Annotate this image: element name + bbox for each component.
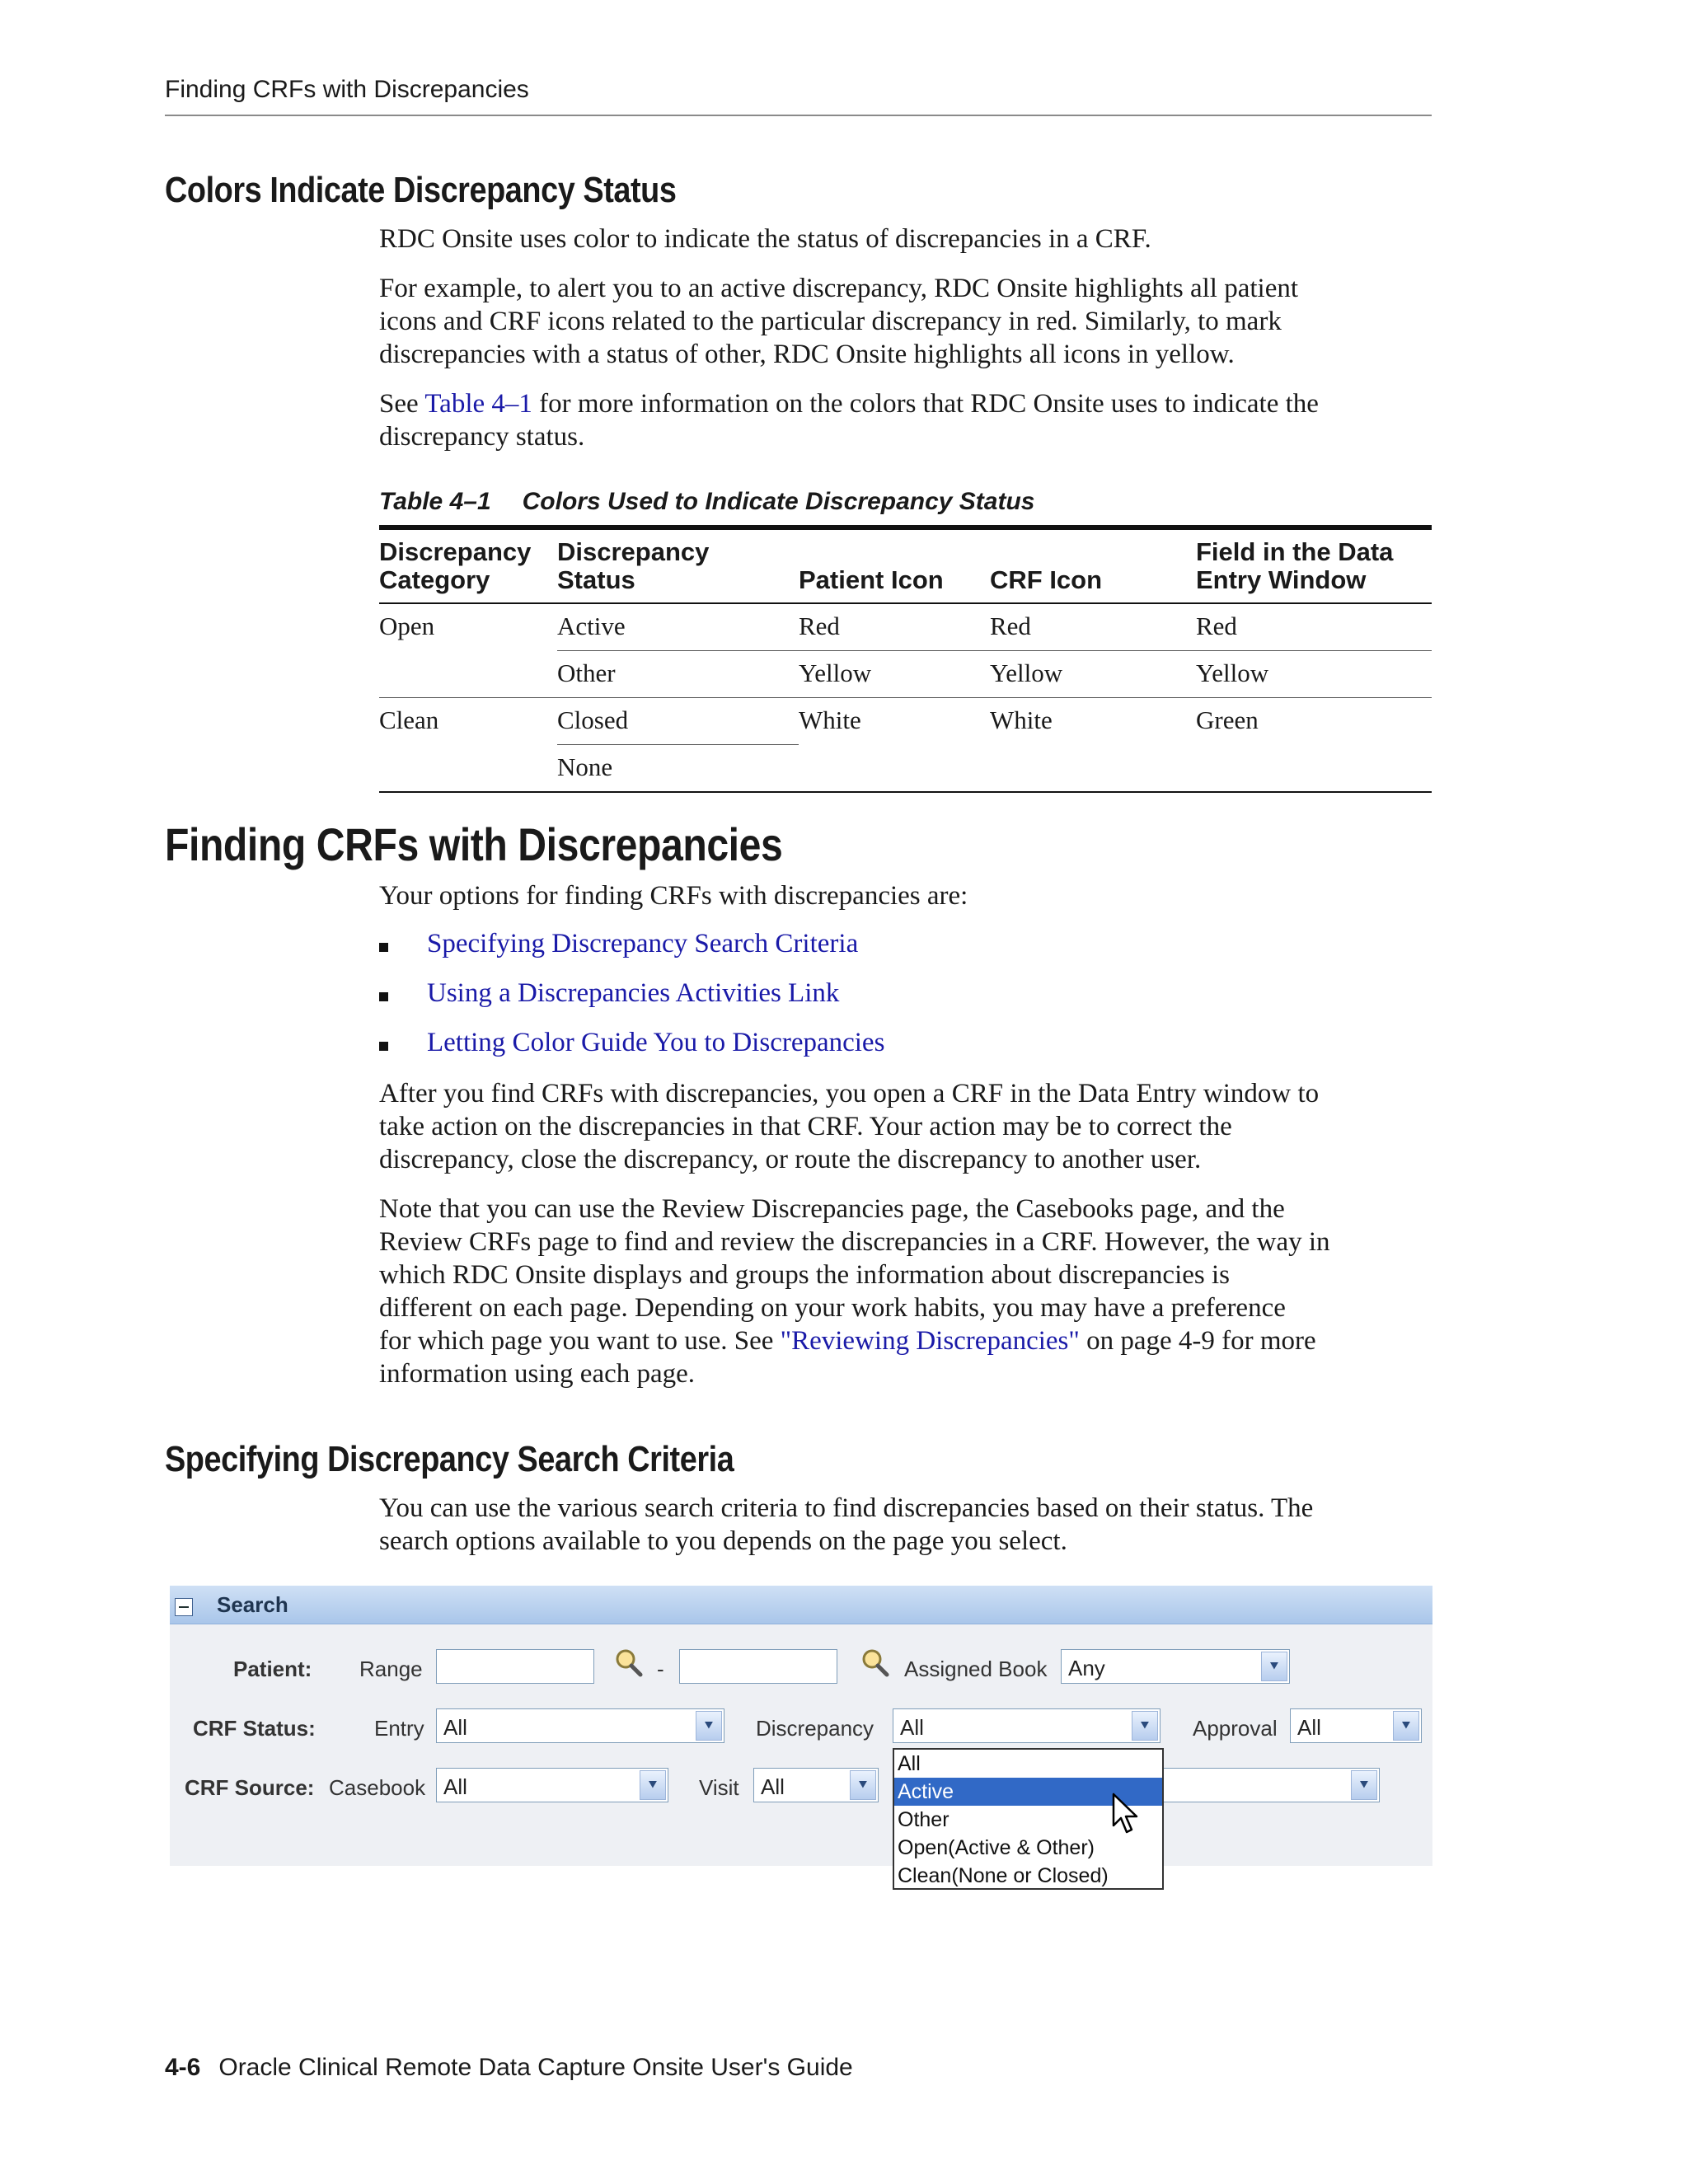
bullet-icon [379, 992, 388, 1001]
paragraph-options [379, 879, 1434, 912]
dropdown-option[interactable]: All [898, 1752, 921, 1775]
paragraph-line: For example, to alert you to an active discrepancy, RDC Onsite highlights all patient [379, 274, 1299, 303]
search-panel-header [170, 1586, 1432, 1624]
paragraph-see-table [379, 387, 1434, 453]
table-row [379, 603, 1432, 651]
section-heading-colors: Colors Indicate Discrepancy Status [165, 170, 677, 210]
paragraph-intro [379, 223, 1434, 255]
table-cell: Active [557, 603, 799, 651]
table-cell: White [799, 705, 861, 734]
page-footer [165, 2054, 853, 2082]
options-list [379, 929, 884, 1077]
range-dash: - [657, 1657, 664, 1681]
header-rule [165, 115, 1432, 116]
table-caption-title: Colors Used to Indicate Discrepancy Status [522, 488, 1035, 515]
mouse-cursor-icon [1112, 1793, 1140, 1835]
book-title: Oracle Clinical Remote Data Capture Onsite User's Guide [218, 2054, 853, 2081]
header-patient-icon: Patient Icon [799, 527, 990, 603]
collapse-icon[interactable] [175, 1598, 193, 1616]
search-panel-title: Search [217, 1592, 288, 1617]
crf-source-label: CRF Source: [185, 1775, 315, 1800]
table-cell [1196, 745, 1432, 793]
paragraph-line: for which page you want to use. See "Reviewing Discrepancies" on page 4-9 for more [379, 1326, 1316, 1356]
list-item [379, 1028, 884, 1077]
discrepancy-label: Discrepancy [756, 1716, 874, 1741]
link-activities[interactable]: Using a Discrepancies Activities Link [427, 978, 840, 1008]
list-item [379, 929, 884, 978]
link-reviewing-discrepancies[interactable]: "Reviewing Discrepancies" [780, 1326, 1080, 1356]
search-panel-screenshot [170, 1586, 1432, 1866]
paragraph-line: search options available to you depends on the page you select. [379, 1526, 1067, 1556]
chevron-down-icon[interactable]: ⯆ [696, 1711, 722, 1741]
header-field: Field in the Data Entry Window [1196, 527, 1432, 603]
approval-label: Approval [1193, 1716, 1278, 1741]
header-crf-icon: CRF Icon [990, 527, 1196, 603]
table-cell [379, 745, 557, 793]
paragraph-line: RDC Onsite uses color to indicate the status of discrepancies in a CRF. [379, 224, 1151, 254]
paragraph-note [379, 1193, 1434, 1390]
table-cell: Yellow [990, 651, 1196, 698]
table-cell: Red [799, 603, 990, 651]
dropdown-option-selected[interactable]: Active [894, 1778, 1162, 1806]
paragraph-line: See Table 4–1 for more information on the colors that RDC Onsite uses to indicate the [379, 389, 1319, 419]
chevron-down-icon[interactable]: ⯆ [850, 1770, 876, 1800]
assigned-book-select[interactable] [1061, 1649, 1290, 1684]
chevron-down-icon[interactable]: ⯆ [1351, 1770, 1377, 1800]
paragraph-line: which RDC Onsite displays and groups the information about discrepancies is [379, 1260, 1230, 1290]
chevron-down-icon[interactable]: ⯆ [640, 1770, 666, 1800]
table-cell: Closed [557, 698, 799, 745]
section-heading-specifying: Specifying Discrepancy Search Criteria [165, 1439, 734, 1479]
dropdown-option[interactable]: Other [898, 1808, 950, 1831]
paragraph-line: take action on the discrepancies in that CRF. Your action may be to correct the [379, 1112, 1232, 1141]
link-specifying-criteria[interactable]: Specifying Discrepancy Search Criteria [427, 929, 859, 958]
dropdown-option[interactable]: Clean(None or Closed) [898, 1864, 1109, 1887]
dropdown-option[interactable]: Open(Active & Other) [898, 1836, 1095, 1859]
bullet-icon [379, 1042, 388, 1051]
paragraph-after-find [379, 1077, 1434, 1176]
paragraph-line: Note that you can use the Review Discrepancies page, the Casebooks page, and the [379, 1194, 1285, 1224]
chevron-down-icon[interactable]: ⯆ [1393, 1711, 1419, 1741]
running-header: Finding CRFs with Discrepancies [165, 76, 529, 103]
casebook-select[interactable] [436, 1768, 668, 1802]
discrepancy-select[interactable] [893, 1708, 1160, 1743]
approval-select[interactable] [1290, 1708, 1422, 1743]
casebook-value: All [443, 1774, 467, 1799]
table-cell [379, 651, 557, 698]
paragraph-example [379, 272, 1434, 371]
casebook-label: Casebook [329, 1775, 426, 1800]
table-link[interactable]: Table 4–1 [424, 389, 532, 419]
page-number: 4-6 [165, 2054, 201, 2081]
patient-label: Patient: [233, 1657, 312, 1681]
table-cell: Open [379, 612, 435, 640]
paragraph-line: After you find CRFs with discrepancies, you open a CRF in the Data Entry window to [379, 1079, 1320, 1108]
link-color-guide[interactable]: Letting Color Guide You to Discrepancies [427, 1028, 885, 1057]
section-heading-finding: Finding CRFs with Discrepancies [165, 818, 783, 870]
visit-select[interactable] [753, 1768, 879, 1802]
table-row [379, 745, 1432, 793]
entry-select[interactable] [436, 1708, 724, 1743]
assigned-book-label: Assigned Book [904, 1657, 1048, 1681]
paragraph-line: discrepancy, close the discrepancy, or route the discrepancy to another user. [379, 1145, 1202, 1174]
chevron-down-icon[interactable]: ⯆ [1132, 1711, 1158, 1741]
table-cell: Yellow [1196, 651, 1432, 698]
table-caption-number: Table 4–1 [379, 488, 491, 515]
discrepancy-value: All [900, 1715, 924, 1740]
table-header-row [379, 527, 1432, 603]
entry-value: All [443, 1715, 467, 1740]
table-cell: Yellow [799, 651, 990, 698]
range-to-input[interactable] [679, 1649, 837, 1684]
approval-value: All [1297, 1715, 1321, 1740]
table-cell: White [990, 705, 1053, 734]
visit-label: Visit [699, 1775, 739, 1800]
assigned-book-value: Any [1068, 1656, 1105, 1680]
table-cell: Green [1196, 705, 1259, 734]
bullet-icon [379, 943, 388, 952]
crf-status-label: CRF Status: [193, 1716, 316, 1741]
paragraph-line: Your options for finding CRFs with discrepancies are: [379, 881, 968, 911]
table-caption [379, 488, 1034, 516]
list-item [379, 978, 884, 1028]
paragraph-line: different on each page. Depending on your work habits, you may have a preference [379, 1293, 1286, 1323]
search-icon[interactable] [860, 1647, 891, 1679]
table-cell: Clean [379, 705, 439, 734]
header-category: Discrepancy Category [379, 527, 557, 603]
header-status: Discrepancy Status [557, 527, 799, 603]
table-cell [799, 745, 990, 793]
paragraph-line: discrepancy status. [379, 422, 585, 452]
table-row [379, 651, 1432, 698]
search-icon[interactable] [613, 1647, 645, 1679]
table-cell: None [557, 745, 799, 793]
paragraph-line: icons and CRF icons related to the particular discrepancy in red. Similarly, to mark [379, 307, 1282, 336]
paragraph-search-criteria [379, 1492, 1434, 1558]
range-label: Range [359, 1657, 423, 1681]
range-from-input[interactable] [436, 1649, 594, 1684]
table-cell [990, 745, 1196, 793]
table-cell: Other [557, 651, 799, 698]
paragraph-line: Review CRFs page to find and review the discrepancies in a CRF. However, the way in [379, 1227, 1330, 1257]
paragraph-line: You can use the various search criteria to find discrepancies based on their status. The [379, 1493, 1314, 1523]
discrepancy-status-table [379, 525, 1432, 793]
chevron-down-icon[interactable]: ⯆ [1261, 1652, 1287, 1681]
table-row [379, 698, 1432, 745]
entry-label: Entry [374, 1716, 424, 1741]
paragraph-line: information using each page. [379, 1359, 696, 1389]
table-cell: Red [990, 603, 1196, 651]
visit-value: All [761, 1774, 785, 1799]
table-cell: Red [1196, 603, 1432, 651]
paragraph-line: discrepancies with a status of other, RDC Onsite highlights all icons in yellow. [379, 340, 1235, 369]
